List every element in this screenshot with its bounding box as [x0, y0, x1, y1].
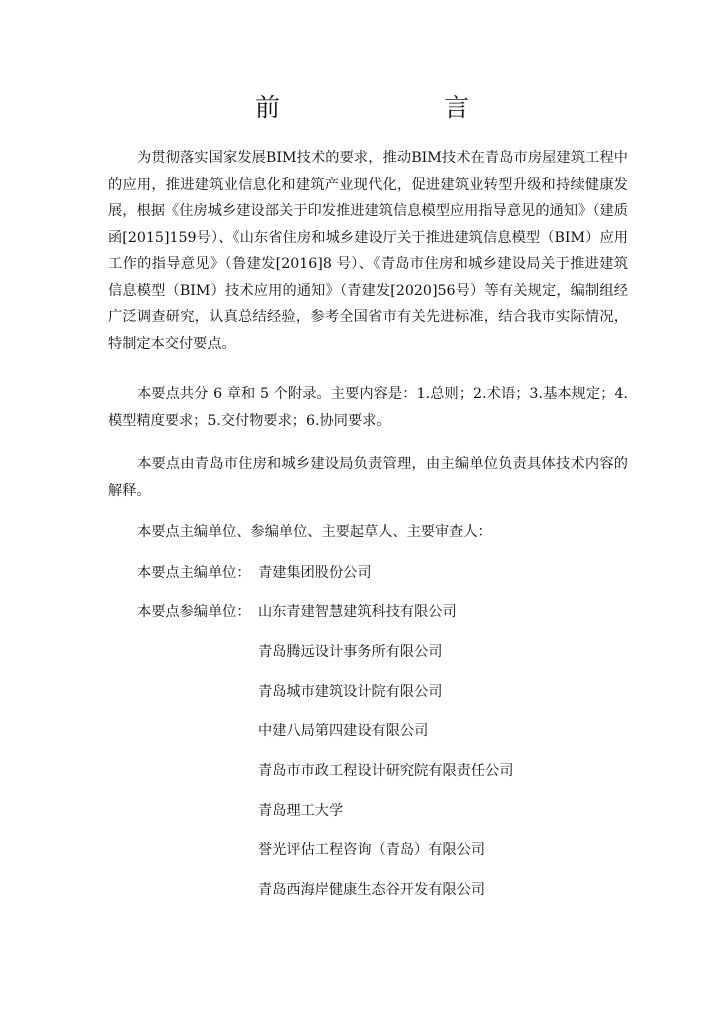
chief-unit-value: 青建集团股份公司 — [258, 565, 372, 581]
participating-unit: 青岛腾远设计事务所有限公司 — [258, 644, 443, 660]
participating-units-label: 本要点参编单位： — [137, 604, 251, 620]
participating-unit: 山东青建智慧建筑科技有限公司 — [258, 604, 457, 620]
participating-unit: 青岛市市政工程设计研究院有限责任公司 — [258, 763, 514, 780]
participating-unit: 青岛城市建筑设计院有限公司 — [258, 683, 443, 700]
chief-unit-label: 本要点主编单位： — [137, 565, 251, 581]
participating-units-list — [258, 642, 513, 920]
page-title: 前 言 — [254, 93, 507, 122]
participating-unit: 青岛西海岸健康生态谷开发有限公司 — [258, 882, 486, 899]
paragraph-contents: 本要点共分 6 章和 5 个附录。主要内容是：1.总则；2.术语；3.基本规定；4.模型精度要求；5.交付物要求；6.协同要求。 — [108, 386, 628, 429]
participating-unit: 誉光评估工程咨询（青岛）有限公司 — [258, 842, 486, 859]
units-intro: 本要点主编单位、参编单位、主要起草人、主要审查人： — [137, 524, 492, 540]
paragraph-management: 本要点由青岛市住房和城乡建设局负责管理，由主编单位负责具体技术内容的解释。 — [108, 456, 628, 499]
participating-unit: 青岛理工大学 — [258, 802, 344, 819]
participating-unit: 中建八局第四建设有限公司 — [258, 723, 429, 740]
paragraph-purpose: 为贯彻落实国家发展BIM技术的要求，推动BIM技术在青岛市房屋建筑工程中的应用，推进建筑业信息化和建筑产业现代化，促进建筑业转型升级和持续健康发展，根据《住房城乡建设部关于印发推进建筑信息模型应用指导意见的通知》（建质函[2015]159号）、《山东省住房和城乡建设厅关于推进建筑信息模型（BIM）应用工作的指导意见》（鲁建发[2016]8 号）、《青岛市住房和城乡建设局关于推进建筑信息模型（BIM）技术应用的通知》（青建发[2020]56号）等有关规定，编制组经广泛调查研究，认真总结经验，参考全国省市有关先进标准，结合我市实际情况，特制定本交付要点。 — [108, 150, 628, 352]
